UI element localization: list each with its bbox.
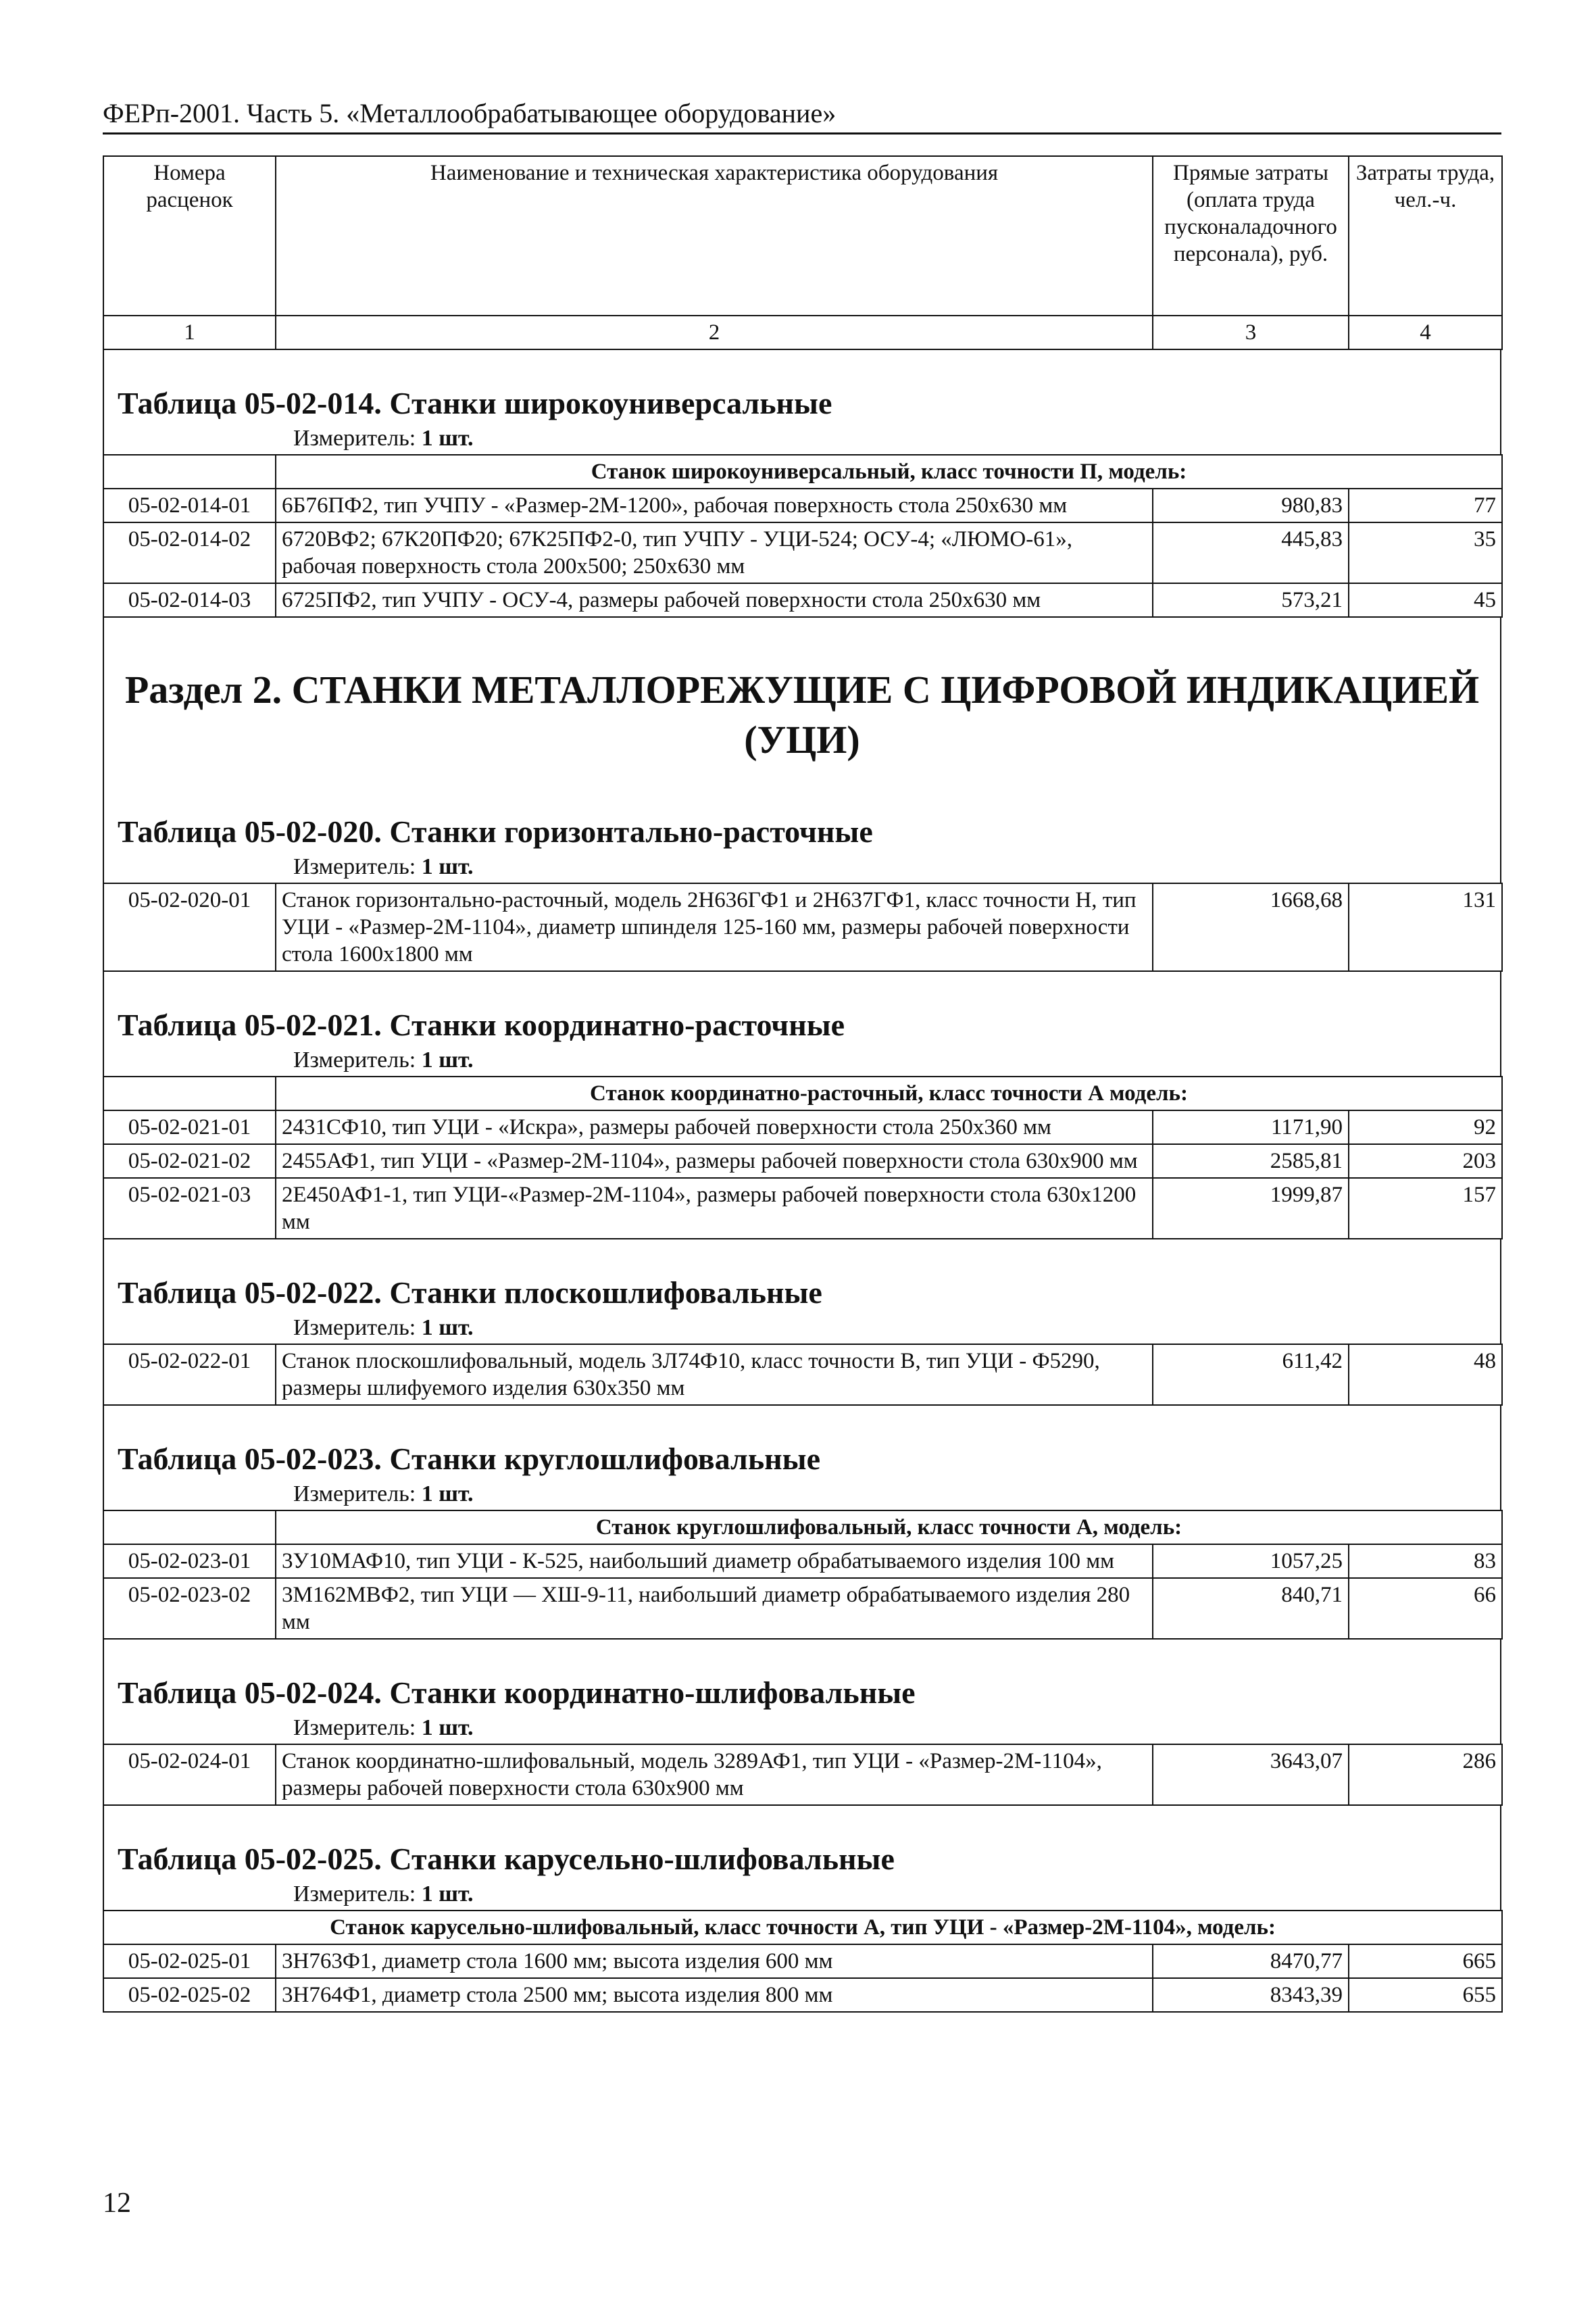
- rate-description: 3Н764Ф1, диаметр стола 2500 мм; высота изделия 800 мм: [276, 1978, 1153, 2012]
- rate-description: 6725ПФ2, тип УЧПУ - ОСУ-4, размеры рабочей поверхности стола 250х630 мм: [276, 583, 1153, 617]
- rate-description: Станок координатно-шлифовальный, модель 3289АФ1, тип УЦИ - «Размер-2М-1104», размеры рабочей поверхности стола 630х900 мм: [276, 1744, 1153, 1805]
- rate-labor: 48: [1349, 1344, 1502, 1405]
- rate-code: 05-02-014-03: [103, 583, 276, 617]
- table-row: [103, 1144, 1502, 1178]
- rate-code: 05-02-023-02: [103, 1578, 276, 1639]
- col-header-codes: Номера расценок: [103, 156, 276, 316]
- section-title: Раздел 2. СТАНКИ МЕТАЛЛОРЕЖУЩИЕ С ЦИФРОВОЙ ИНДИКАЦИЕЙ (УЦИ): [124, 668, 1480, 762]
- unit-line: Измеритель: 1 шт.: [293, 1715, 474, 1740]
- rate-code: 05-02-025-02: [103, 1978, 276, 2012]
- rates-table-024: [103, 1744, 1503, 1806]
- table-subhead: Станок круглошлифовальный, класс точности А, модель:: [276, 1510, 1502, 1544]
- table-row: [103, 1744, 1502, 1805]
- rate-description: 3М162МВФ2, тип УЦИ — ХШ-9-11, наибольший диаметр обрабатываемого изделия 280 мм: [276, 1578, 1153, 1639]
- col-header-cost: Прямые затраты (оплата труда пусконаладочного персонала), руб.: [1153, 156, 1349, 316]
- rates-table-022: [103, 1344, 1503, 1406]
- table-block-021: [103, 972, 1501, 1076]
- rates-table-025: [103, 1910, 1503, 2013]
- rates-table-023: [103, 1510, 1503, 1640]
- table-row: [103, 1944, 1502, 1978]
- table-row: [103, 1344, 1502, 1405]
- table-title: Таблица 05-02-024. Станки координатно-шлифовальные: [118, 1675, 916, 1710]
- unit-line: Измеритель: 1 шт.: [293, 1481, 474, 1506]
- rate-labor: 655: [1349, 1978, 1502, 2012]
- table-block-023: [103, 1406, 1501, 1510]
- rate-labor: 92: [1349, 1110, 1502, 1144]
- rates-table-020: [103, 883, 1503, 972]
- rate-labor: 665: [1349, 1944, 1502, 1978]
- col-number-3: 3: [1153, 316, 1349, 349]
- table-subhead: Станок широкоуниверсальный, класс точности П, модель:: [276, 455, 1502, 489]
- rate-labor: 157: [1349, 1178, 1502, 1239]
- table-block-024: [103, 1640, 1501, 1744]
- rate-description: 6720ВФ2; 67К20ПФ20; 67К25ПФ2-0, тип УЧПУ - УЦИ-524; ОСУ-4; «ЛЮМО-61», рабочая поверхность стола 200х500; 250х630 мм: [276, 522, 1153, 583]
- page-number: 12: [103, 2188, 131, 2219]
- col-header-name: Наименование и техническая характеристика оборудования: [276, 156, 1153, 316]
- unit-line: Измеритель: 1 шт.: [293, 854, 474, 879]
- rates-table-014: [103, 454, 1503, 618]
- rate-description: 6Б76ПФ2, тип УЧПУ - «Размер-2М-1200», рабочая поверхность стола 250х630 мм: [276, 489, 1153, 522]
- rate-code: 05-02-021-02: [103, 1144, 276, 1178]
- column-header-table: [103, 155, 1503, 350]
- rate-code: 05-02-021-03: [103, 1178, 276, 1239]
- rate-cost: 840,71: [1153, 1578, 1349, 1639]
- rate-labor: 66: [1349, 1578, 1502, 1639]
- table-row: [103, 1578, 1502, 1639]
- table-title: Таблица 05-02-022. Станки плоскошлифовальные: [118, 1275, 822, 1310]
- rate-code: 05-02-024-01: [103, 1744, 276, 1805]
- unit-line: Измеритель: 1 шт.: [293, 1881, 474, 1906]
- section-block: [103, 618, 1501, 779]
- table-title: Таблица 05-02-023. Станки круглошлифовальные: [118, 1442, 821, 1476]
- rate-description: 2431СФ10, тип УЦИ - «Искра», размеры рабочей поверхности стола 250х360 мм: [276, 1110, 1153, 1144]
- table-title: Таблица 05-02-020. Станки горизонтально-расточные: [118, 814, 873, 849]
- rate-cost: 1668,68: [1153, 883, 1349, 971]
- table-row: [103, 583, 1502, 617]
- rate-labor: 286: [1349, 1744, 1502, 1805]
- table-block-020: [103, 779, 1501, 883]
- table-row: [103, 489, 1502, 522]
- unit-line: Измеритель: 1 шт.: [293, 1315, 474, 1340]
- table-row: [103, 1178, 1502, 1239]
- table-title: Таблица 05-02-014. Станки широкоуниверсальные: [118, 386, 832, 420]
- table-row: [103, 883, 1502, 971]
- table-title: Таблица 05-02-025. Станки карусельно-шлифовальные: [118, 1842, 895, 1876]
- rate-cost: 611,42: [1153, 1344, 1349, 1405]
- col-number-2: 2: [276, 316, 1153, 349]
- rate-description: 2455АФ1, тип УЦИ - «Размер-2М-1104», размеры рабочей поверхности стола 630х900 мм: [276, 1144, 1153, 1178]
- rate-description: Станок горизонтально-расточный, модель 2Н636ГФ1 и 2Н637ГФ1, класс точности Н, тип УЦИ - «Размер-2М-1104», диаметр шпинделя 125-160 мм, размеры рабочей поверхности стола 1600х1800 мм: [276, 883, 1153, 971]
- table-row: [103, 522, 1502, 583]
- rate-code: 05-02-022-01: [103, 1344, 276, 1405]
- rate-code: 05-02-021-01: [103, 1110, 276, 1144]
- rate-code: 05-02-025-01: [103, 1944, 276, 1978]
- table-block-025: [103, 1806, 1501, 1910]
- rate-description: 2Е450АФ1-1, тип УЦИ-«Размер-2М-1104», размеры рабочей поверхности стола 630х1200 мм: [276, 1178, 1153, 1239]
- table-row: [103, 1544, 1502, 1578]
- rate-cost: 8470,77: [1153, 1944, 1349, 1978]
- unit-line: Измеритель: 1 шт.: [293, 426, 474, 451]
- table-title: Таблица 05-02-021. Станки координатно-расточные: [118, 1008, 845, 1042]
- rate-code: 05-02-023-01: [103, 1544, 276, 1578]
- document-body: [103, 155, 1501, 2013]
- rate-labor: 131: [1349, 883, 1502, 971]
- rate-code: 05-02-014-02: [103, 522, 276, 583]
- rate-cost: 1171,90: [1153, 1110, 1349, 1144]
- rate-labor: 35: [1349, 522, 1502, 583]
- rate-cost: 3643,07: [1153, 1744, 1349, 1805]
- rate-code: 05-02-014-01: [103, 489, 276, 522]
- rate-labor: 77: [1349, 489, 1502, 522]
- rate-cost: 2585,81: [1153, 1144, 1349, 1178]
- rates-table-021: [103, 1076, 1503, 1239]
- rate-description: Станок плоскошлифовальный, модель 3Л74Ф10, класс точности В, тип УЦИ - Ф5290, размеры шлифуемого изделия 630х350 мм: [276, 1344, 1153, 1405]
- unit-line: Измеритель: 1 шт.: [293, 1048, 474, 1073]
- rate-labor: 203: [1349, 1144, 1502, 1178]
- rate-description: 3У10МАФ10, тип УЦИ - К-525, наибольший диаметр обрабатываемого изделия 100 мм: [276, 1544, 1153, 1578]
- rate-cost: 445,83: [1153, 522, 1349, 583]
- rate-cost: 1057,25: [1153, 1544, 1349, 1578]
- table-row: [103, 1110, 1502, 1144]
- rate-cost: 8343,39: [1153, 1978, 1349, 2012]
- table-subhead: Станок карусельно-шлифовальный, класс точности А, тип УЦИ - «Размер-2М-1104», модель:: [103, 1911, 1502, 1944]
- table-block-014: [103, 350, 1501, 454]
- running-header: ФЕРп-2001. Часть 5. «Металлообрабатывающее оборудование»: [103, 96, 1501, 134]
- table-subhead: Станок координатно-расточный, класс точности А модель:: [276, 1077, 1502, 1110]
- rate-labor: 83: [1349, 1544, 1502, 1578]
- rate-cost: 1999,87: [1153, 1178, 1349, 1239]
- col-header-labor: Затраты труда, чел.-ч.: [1349, 156, 1502, 316]
- rate-cost: 573,21: [1153, 583, 1349, 617]
- table-row: [103, 1978, 1502, 2012]
- rate-labor: 45: [1349, 583, 1502, 617]
- rate-description: 3Н763Ф1, диаметр стола 1600 мм; высота изделия 600 мм: [276, 1944, 1153, 1978]
- table-block-022: [103, 1239, 1501, 1344]
- rate-cost: 980,83: [1153, 489, 1349, 522]
- col-number-4: 4: [1349, 316, 1502, 349]
- rate-code: 05-02-020-01: [103, 883, 276, 971]
- col-number-1: 1: [103, 316, 276, 349]
